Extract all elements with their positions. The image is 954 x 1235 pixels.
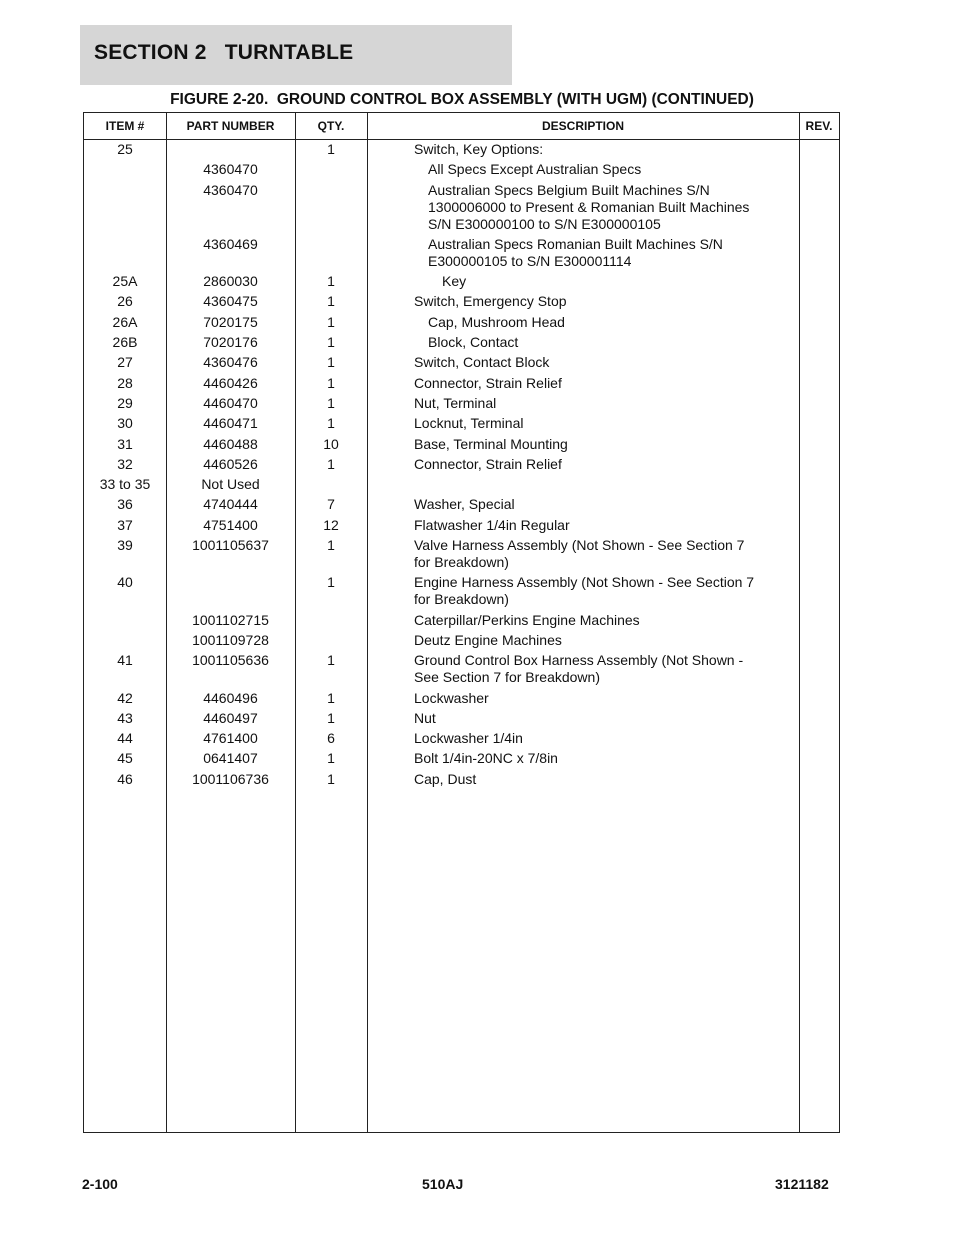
item-cell: 25 bbox=[117, 141, 133, 157]
part-number-cell: 4360470 bbox=[203, 161, 258, 178]
description-cell: Locknut, Terminal bbox=[414, 415, 524, 432]
quantity-cell: 1 bbox=[327, 537, 335, 554]
quantity-cell: 1 bbox=[327, 293, 335, 310]
part-number-cell: 4460497 bbox=[203, 709, 258, 726]
description-cell: Deutz Engine Machines bbox=[414, 631, 562, 648]
description-cell: Connector, Strain Relief bbox=[414, 455, 562, 472]
item-cell: 26B bbox=[112, 334, 138, 351]
description-cell: Valve Harness Assembly (Not Shown - See Section 7 for Breakdown) bbox=[414, 537, 745, 571]
quantity-cell bbox=[295, 476, 367, 493]
part-number-cell: 0641407 bbox=[203, 750, 258, 767]
table-row bbox=[84, 161, 839, 178]
section-banner bbox=[80, 25, 512, 85]
part-number-cell bbox=[166, 141, 295, 158]
item-cell bbox=[84, 236, 166, 270]
quantity-cell: 1 bbox=[327, 770, 335, 787]
quantity-cell: 1 bbox=[327, 709, 335, 726]
column-header-qty: QTY. bbox=[317, 119, 345, 133]
item-cell: 46 bbox=[117, 770, 133, 787]
quantity-cell: 1 bbox=[327, 374, 335, 391]
table-row bbox=[84, 537, 839, 571]
part-number-cell: 4460470 bbox=[203, 394, 258, 411]
item-cell: 43 bbox=[117, 709, 133, 726]
table-row bbox=[84, 456, 839, 473]
table-row bbox=[84, 236, 839, 270]
description-cell: Lockwasher 1/4in bbox=[414, 730, 523, 747]
table-row bbox=[84, 750, 839, 767]
quantity-cell bbox=[295, 612, 367, 629]
description-cell: Caterpillar/Perkins Engine Machines bbox=[414, 611, 640, 628]
quantity-cell bbox=[295, 182, 367, 233]
item-cell: 32 bbox=[117, 455, 133, 472]
table-row bbox=[84, 293, 839, 310]
quantity-cell bbox=[295, 632, 367, 649]
table-row bbox=[84, 314, 839, 331]
item-cell: 28 bbox=[117, 374, 133, 391]
item-cell: 41 bbox=[117, 652, 133, 669]
table-row bbox=[84, 415, 839, 432]
part-number-cell: 1001109728 bbox=[192, 631, 269, 648]
table-row bbox=[84, 476, 839, 493]
page-number: 2-100 bbox=[82, 1176, 118, 1192]
description-cell: Washer, Special bbox=[414, 496, 515, 513]
table-row bbox=[84, 690, 839, 707]
quantity-cell: 1 bbox=[327, 141, 335, 157]
table-row bbox=[84, 612, 839, 629]
part-number-cell: 4460471 bbox=[203, 415, 258, 432]
table-row bbox=[84, 141, 839, 158]
part-number-cell: 4360469 bbox=[203, 235, 258, 252]
item-cell: 31 bbox=[117, 435, 133, 452]
table-row bbox=[84, 182, 839, 233]
part-number-cell: 4460496 bbox=[203, 689, 258, 706]
description-cell: Flatwasher 1/4in Regular bbox=[414, 516, 570, 533]
part-number-cell: 4460426 bbox=[203, 374, 258, 391]
quantity-cell: 1 bbox=[327, 313, 335, 330]
description-cell: Nut bbox=[414, 709, 436, 726]
part-number-cell: Not Used bbox=[201, 476, 260, 493]
item-cell: 25A bbox=[112, 273, 138, 290]
quantity-cell: 1 bbox=[327, 354, 335, 371]
description-cell bbox=[367, 476, 761, 493]
section-title: SECTION 2 TURNTABLE bbox=[94, 41, 354, 64]
description-cell: All Specs Except Australian Specs bbox=[428, 161, 642, 178]
description-cell: Base, Terminal Mounting bbox=[414, 435, 568, 452]
quantity-cell: 10 bbox=[323, 435, 339, 452]
description-cell: Switch, Contact Block bbox=[414, 354, 550, 371]
table-row bbox=[84, 652, 839, 686]
item-cell: 26A bbox=[112, 313, 138, 330]
quantity-cell bbox=[295, 161, 367, 178]
quantity-cell: 12 bbox=[323, 516, 339, 533]
description-cell: Bolt 1/4in-20NC x 7/8in bbox=[414, 750, 558, 767]
quantity-cell: 1 bbox=[327, 750, 335, 767]
description-cell: Australian Specs Romanian Built Machines S/N E300000105 to S/N E300001114 bbox=[428, 235, 723, 269]
table-row bbox=[84, 771, 839, 788]
quantity-cell: 1 bbox=[327, 334, 335, 351]
description-cell: Key bbox=[442, 273, 467, 290]
part-number-cell: 7020175 bbox=[203, 313, 258, 330]
item-cell: 36 bbox=[117, 496, 133, 513]
description-cell: Australian Specs Belgium Built Machines S/N 1300006000 to Present & Romanian Built Machines S/N E300000100 to S/N E300000105 bbox=[428, 181, 750, 232]
part-number-cell: 4460488 bbox=[203, 435, 258, 452]
document-number: 3121182 bbox=[775, 1176, 829, 1192]
part-number-cell: 4360476 bbox=[203, 354, 258, 371]
table-row bbox=[84, 334, 839, 351]
part-number-cell: 1001105637 bbox=[192, 537, 269, 554]
quantity-cell: 1 bbox=[327, 652, 335, 669]
table-row bbox=[84, 354, 839, 371]
quantity-cell: 1 bbox=[327, 455, 335, 472]
part-number-cell: 4761400 bbox=[203, 730, 258, 747]
table-row bbox=[84, 395, 839, 412]
table-row bbox=[84, 436, 839, 453]
figure-title: FIGURE 2-20. GROUND CONTROL BOX ASSEMBLY (WITH UGM) (CONTINUED) bbox=[170, 91, 754, 108]
parts-table bbox=[83, 112, 840, 1133]
table-row bbox=[84, 517, 839, 534]
header-divider bbox=[84, 139, 839, 140]
part-number-cell: 4360475 bbox=[203, 293, 258, 310]
description-cell: Switch, Key Options: bbox=[414, 141, 544, 157]
item-cell: 27 bbox=[117, 354, 133, 371]
description-cell: Block, Contact bbox=[428, 334, 519, 351]
part-number-cell: 1001102715 bbox=[192, 611, 269, 628]
table-row bbox=[84, 574, 839, 608]
table-row bbox=[84, 273, 839, 290]
quantity-cell: 1 bbox=[327, 689, 335, 706]
table-row bbox=[84, 710, 839, 727]
part-number-cell: 7020176 bbox=[203, 334, 258, 351]
part-number-cell: 1001106736 bbox=[192, 770, 269, 787]
part-number-cell: 2860030 bbox=[203, 273, 258, 290]
item-cell bbox=[84, 161, 166, 178]
item-cell: 37 bbox=[117, 516, 133, 533]
table-row bbox=[84, 496, 839, 513]
table-row bbox=[84, 730, 839, 747]
column-header-description: DESCRIPTION bbox=[541, 119, 624, 133]
description-cell: Connector, Strain Relief bbox=[414, 374, 562, 391]
table-row bbox=[84, 632, 839, 649]
quantity-cell: 7 bbox=[327, 496, 335, 513]
quantity-cell: 6 bbox=[327, 730, 335, 747]
item-cell: 33 to 35 bbox=[99, 476, 151, 493]
description-cell: Switch, Emergency Stop bbox=[414, 293, 567, 310]
item-cell: 42 bbox=[117, 689, 133, 706]
quantity-cell bbox=[295, 236, 367, 270]
item-cell: 29 bbox=[117, 394, 133, 411]
quantity-cell: 1 bbox=[327, 574, 335, 591]
item-cell bbox=[84, 182, 166, 233]
quantity-cell: 1 bbox=[327, 415, 335, 432]
description-cell: Engine Harness Assembly (Not Shown - See Section 7 for Breakdown) bbox=[414, 574, 755, 608]
item-cell: 26 bbox=[117, 293, 133, 310]
description-cell: Lockwasher bbox=[414, 689, 489, 706]
part-number-cell bbox=[166, 574, 295, 608]
item-cell: 45 bbox=[117, 750, 133, 767]
item-cell: 39 bbox=[117, 537, 133, 554]
part-number-cell: 4740444 bbox=[203, 496, 258, 513]
item-cell bbox=[84, 612, 166, 629]
part-number-cell: 4460526 bbox=[203, 455, 258, 472]
description-cell: Cap, Mushroom Head bbox=[428, 313, 565, 330]
column-header-part-number: PART NUMBER bbox=[186, 119, 275, 133]
description-cell: Nut, Terminal bbox=[414, 394, 497, 411]
model-name: 510AJ bbox=[422, 1176, 464, 1192]
item-cell: 40 bbox=[117, 574, 133, 591]
part-number-cell: 4751400 bbox=[203, 516, 258, 533]
description-cell: Ground Control Box Harness Assembly (Not Shown - See Section 7 for Breakdown) bbox=[414, 652, 744, 686]
part-number-cell: 1001105636 bbox=[192, 652, 269, 669]
part-number-cell: 4360470 bbox=[203, 181, 258, 198]
quantity-cell: 1 bbox=[327, 273, 335, 290]
description-cell: Cap, Dust bbox=[414, 770, 477, 787]
item-cell bbox=[84, 632, 166, 649]
quantity-cell: 1 bbox=[327, 394, 335, 411]
column-header-item: ITEM # bbox=[105, 119, 145, 133]
item-cell: 44 bbox=[117, 730, 133, 747]
item-cell: 30 bbox=[117, 415, 133, 432]
column-header-rev: REV. bbox=[805, 119, 833, 133]
table-body bbox=[84, 141, 839, 791]
table-row bbox=[84, 375, 839, 392]
